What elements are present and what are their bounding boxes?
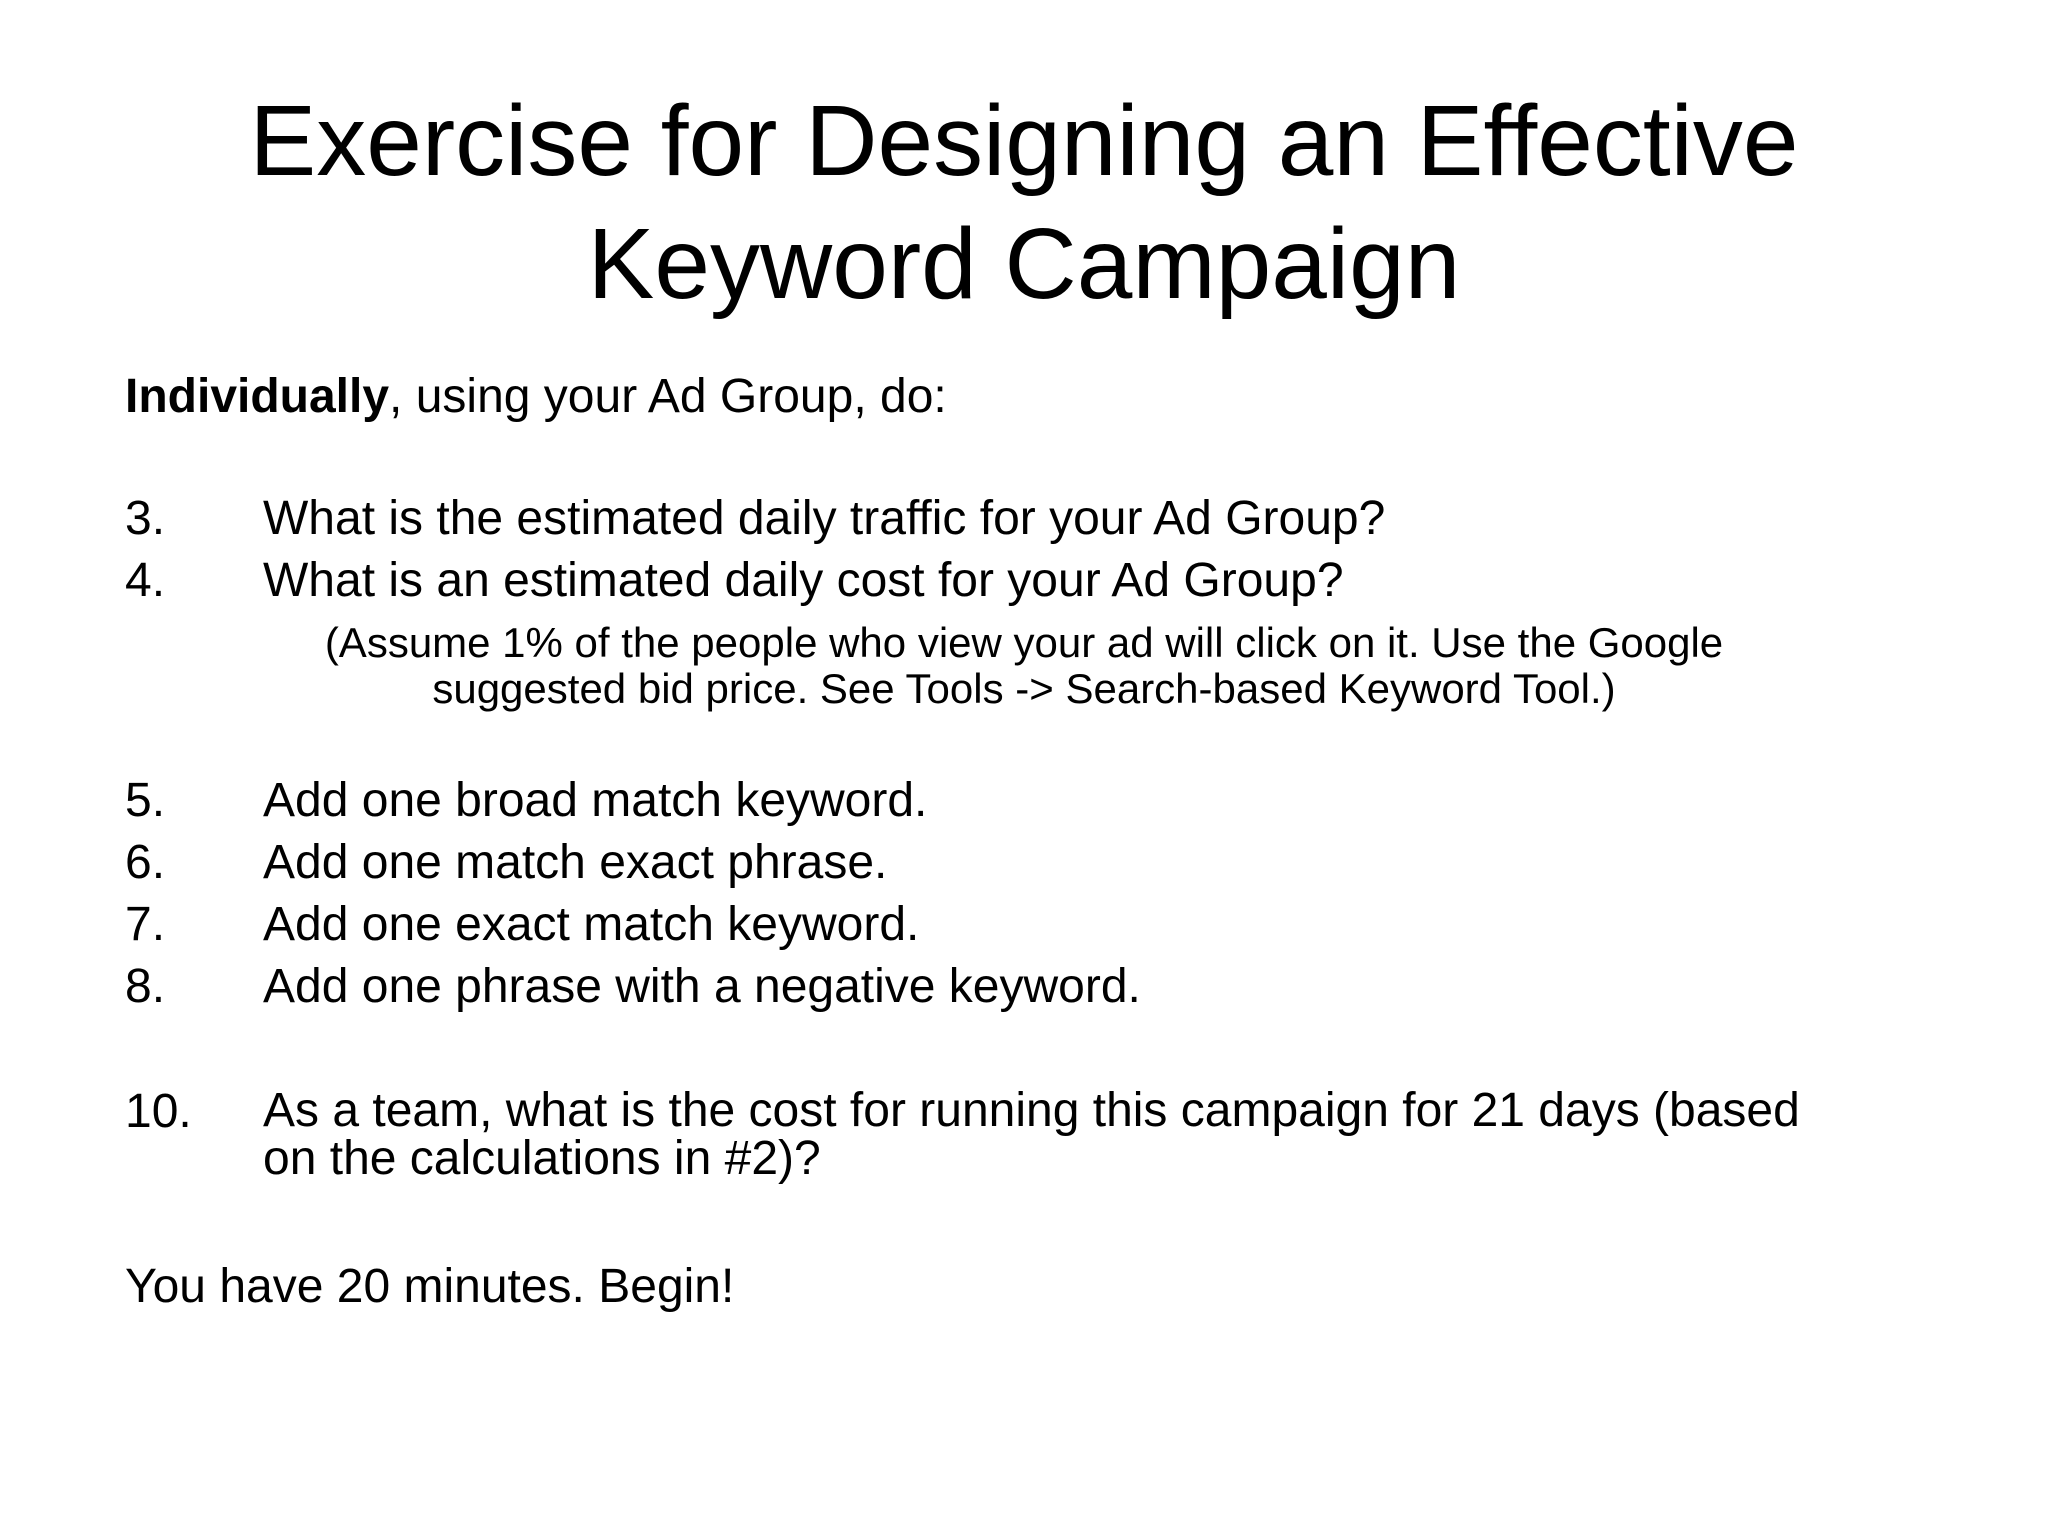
intro-text — [125, 366, 947, 428]
assumption-note — [0, 620, 2048, 712]
assumption-note-line-1: (Assume 1% of the people who view your ad will click on it. Use the Google — [324, 619, 1724, 666]
intro-bold: Individually — [125, 370, 390, 423]
list-item-number: 10. — [125, 1085, 192, 1138]
list-item-text — [263, 1084, 1800, 1185]
list-item-text: Add one phrase with a negative keyword. — [263, 960, 1141, 1013]
list-item-number: 8. — [125, 960, 166, 1013]
list-item-text: What is the estimated daily traffic for your Ad Group? — [263, 492, 1386, 545]
intro-rest: , using your Ad Group, do: — [389, 370, 947, 423]
slide-title — [0, 80, 2048, 326]
slide-title-line-1: Exercise for Designing an Effective — [249, 85, 1799, 197]
list-item-text: What is an estimated daily cost for your Ad Group? — [263, 554, 1344, 607]
list-item-number: 7. — [125, 898, 166, 951]
list-item-text: Add one match exact phrase. — [263, 836, 888, 889]
closing-text: You have 20 minutes. Begin! — [125, 1260, 735, 1313]
list-item-text-line-2: on the calculations in #2)? — [263, 1132, 821, 1185]
list-item-text: Add one exact match keyword. — [263, 898, 920, 951]
list-item-text: Add one broad match keyword. — [263, 774, 928, 827]
list-item-number: 4. — [125, 554, 166, 607]
list-item-text-line-1: As a team, what is the cost for running this campaign for 21 days (based — [263, 1084, 1800, 1137]
list-item-number: 3. — [125, 492, 166, 545]
list-item-number: 5. — [125, 774, 166, 827]
assumption-note-line-2: suggested bid price. See Tools -> Search-based Keyword Tool.) — [432, 665, 1616, 712]
list-item-number: 6. — [125, 836, 166, 889]
slide-title-line-2: Keyword Campaign — [587, 208, 1461, 320]
